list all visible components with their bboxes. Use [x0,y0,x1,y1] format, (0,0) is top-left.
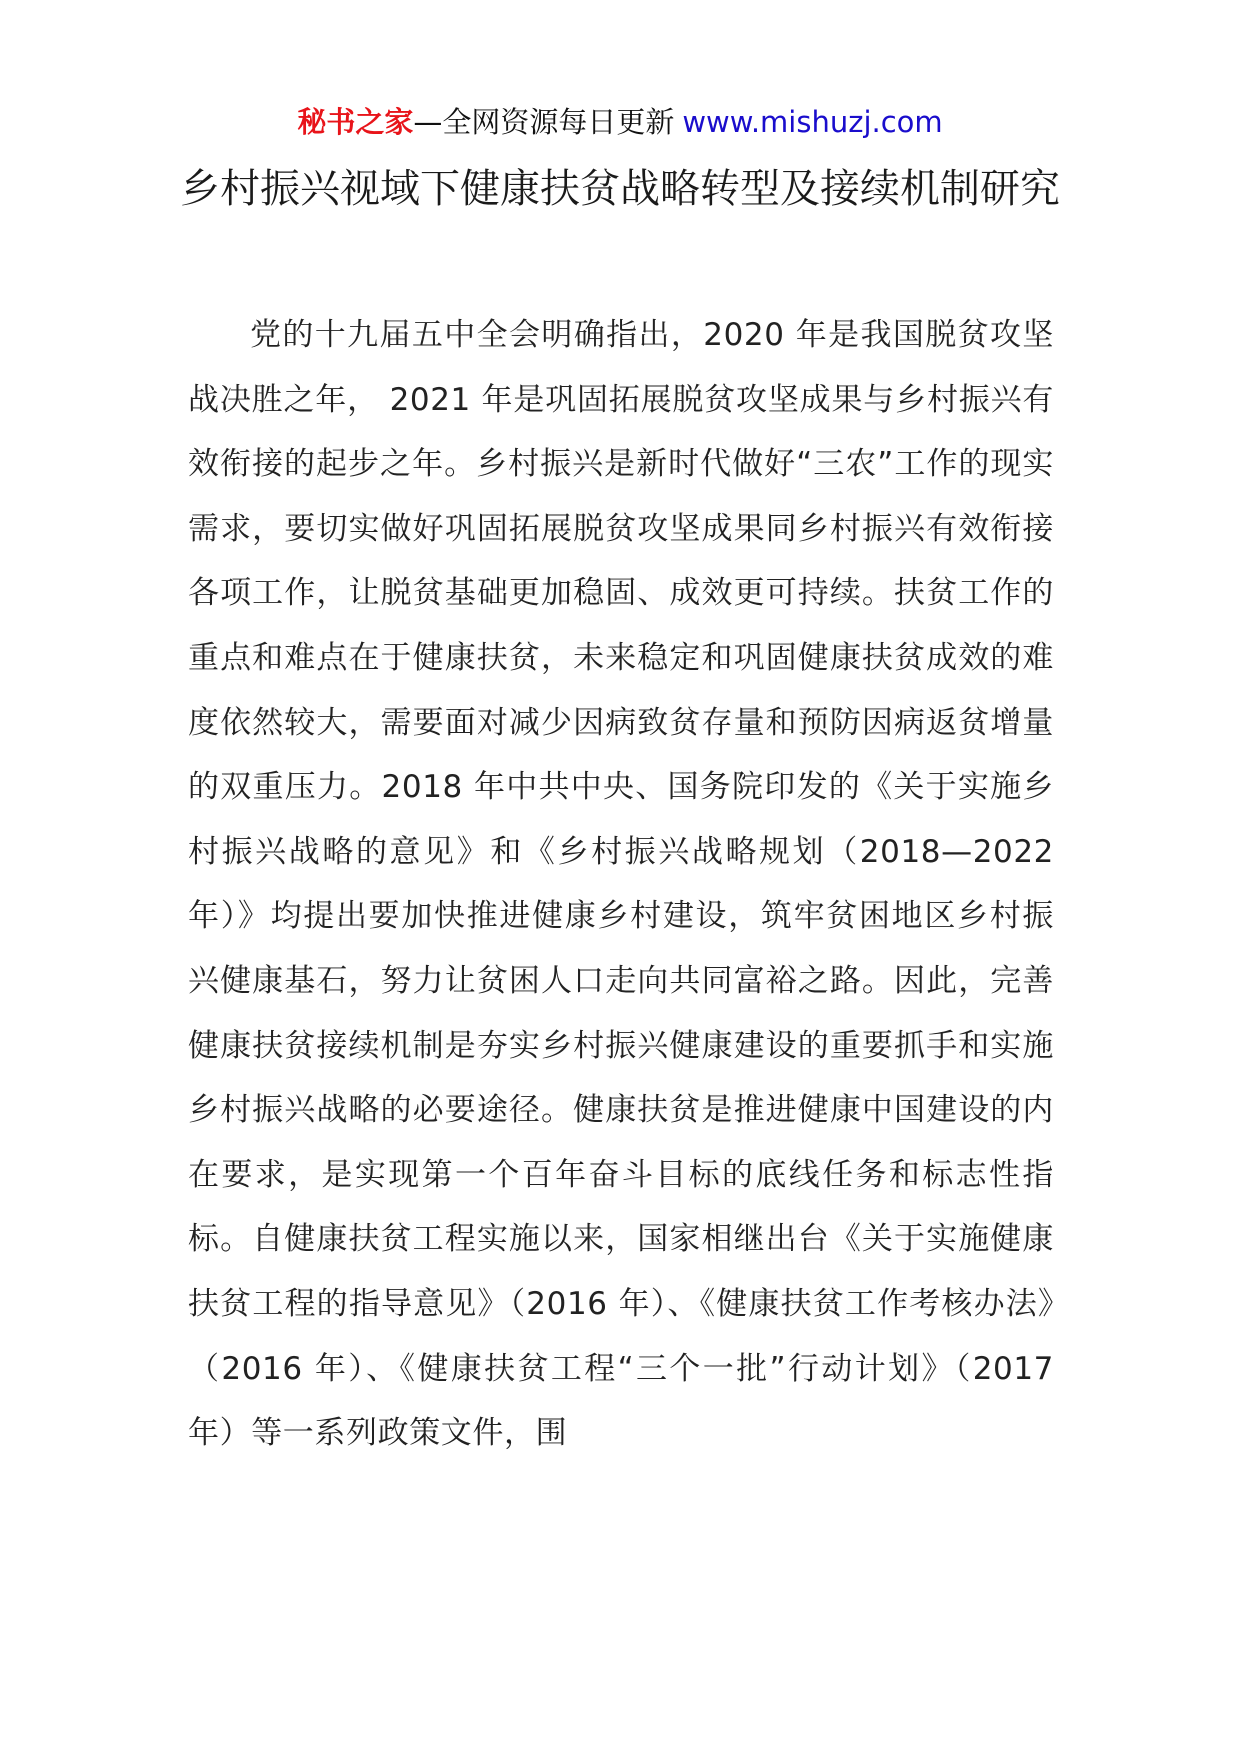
brand-name: 秘书之家 [297,105,414,139]
body-paragraph: 党的十九届五中全会明确指出，2020 年是我国脱贫攻坚战决胜之年， 2021 年是巩固拓展脱贫攻坚成果与乡村振兴有效衔接的起步之年。乡村振兴是新时代做好“三农”工作的现实需求，要切实做好巩固拓展脱贫攻坚成果同乡村振兴有效衔接各项工作，让脱贫基础更加稳固、成效更可持续。扶贫工作的重点和难点在于健康扶贫，未来稳定和巩固健康扶贫成效的难度依然较大，需要面对减少因病致贫存量和预防因病返贫增量的双重压力。2018 年中共中央、国务院印发的《关于实施乡村振兴战略的意见》和《乡村振兴战略规划（2018—2022 年）》均提出要加快推进健康乡村建设，筑牢贫困地区乡村振兴健康基石，努力让贫困人口走向共同富裕之路。因此，完善健康扶贫接续机制是夯实乡村振兴健康建设的重要抓手和实施乡村振兴战略的必要途径。健康扶贫是推进健康中国建设的内在要求，是实现第一个百年奋斗目标的底线任务和标志性指标。自健康扶贫工程实施以来，国家相继出台《关于实施健康扶贫工程的指导意见》（2016 年）、《健康扶贫工作考核办法》（2016 年）、《健康扶贫工程“三个一批”行动计划》（2017 年）等一系列政策文件，围 [188,317,1054,1452]
site-url-link[interactable]: www.mishuzj.com [682,105,943,139]
site-header [0,102,1240,142]
document-title: 乡村振兴视域下健康扶贫战略转型及接续机制研究 [180,166,1060,212]
header-tagline: —全网资源每日更新 [413,105,675,139]
